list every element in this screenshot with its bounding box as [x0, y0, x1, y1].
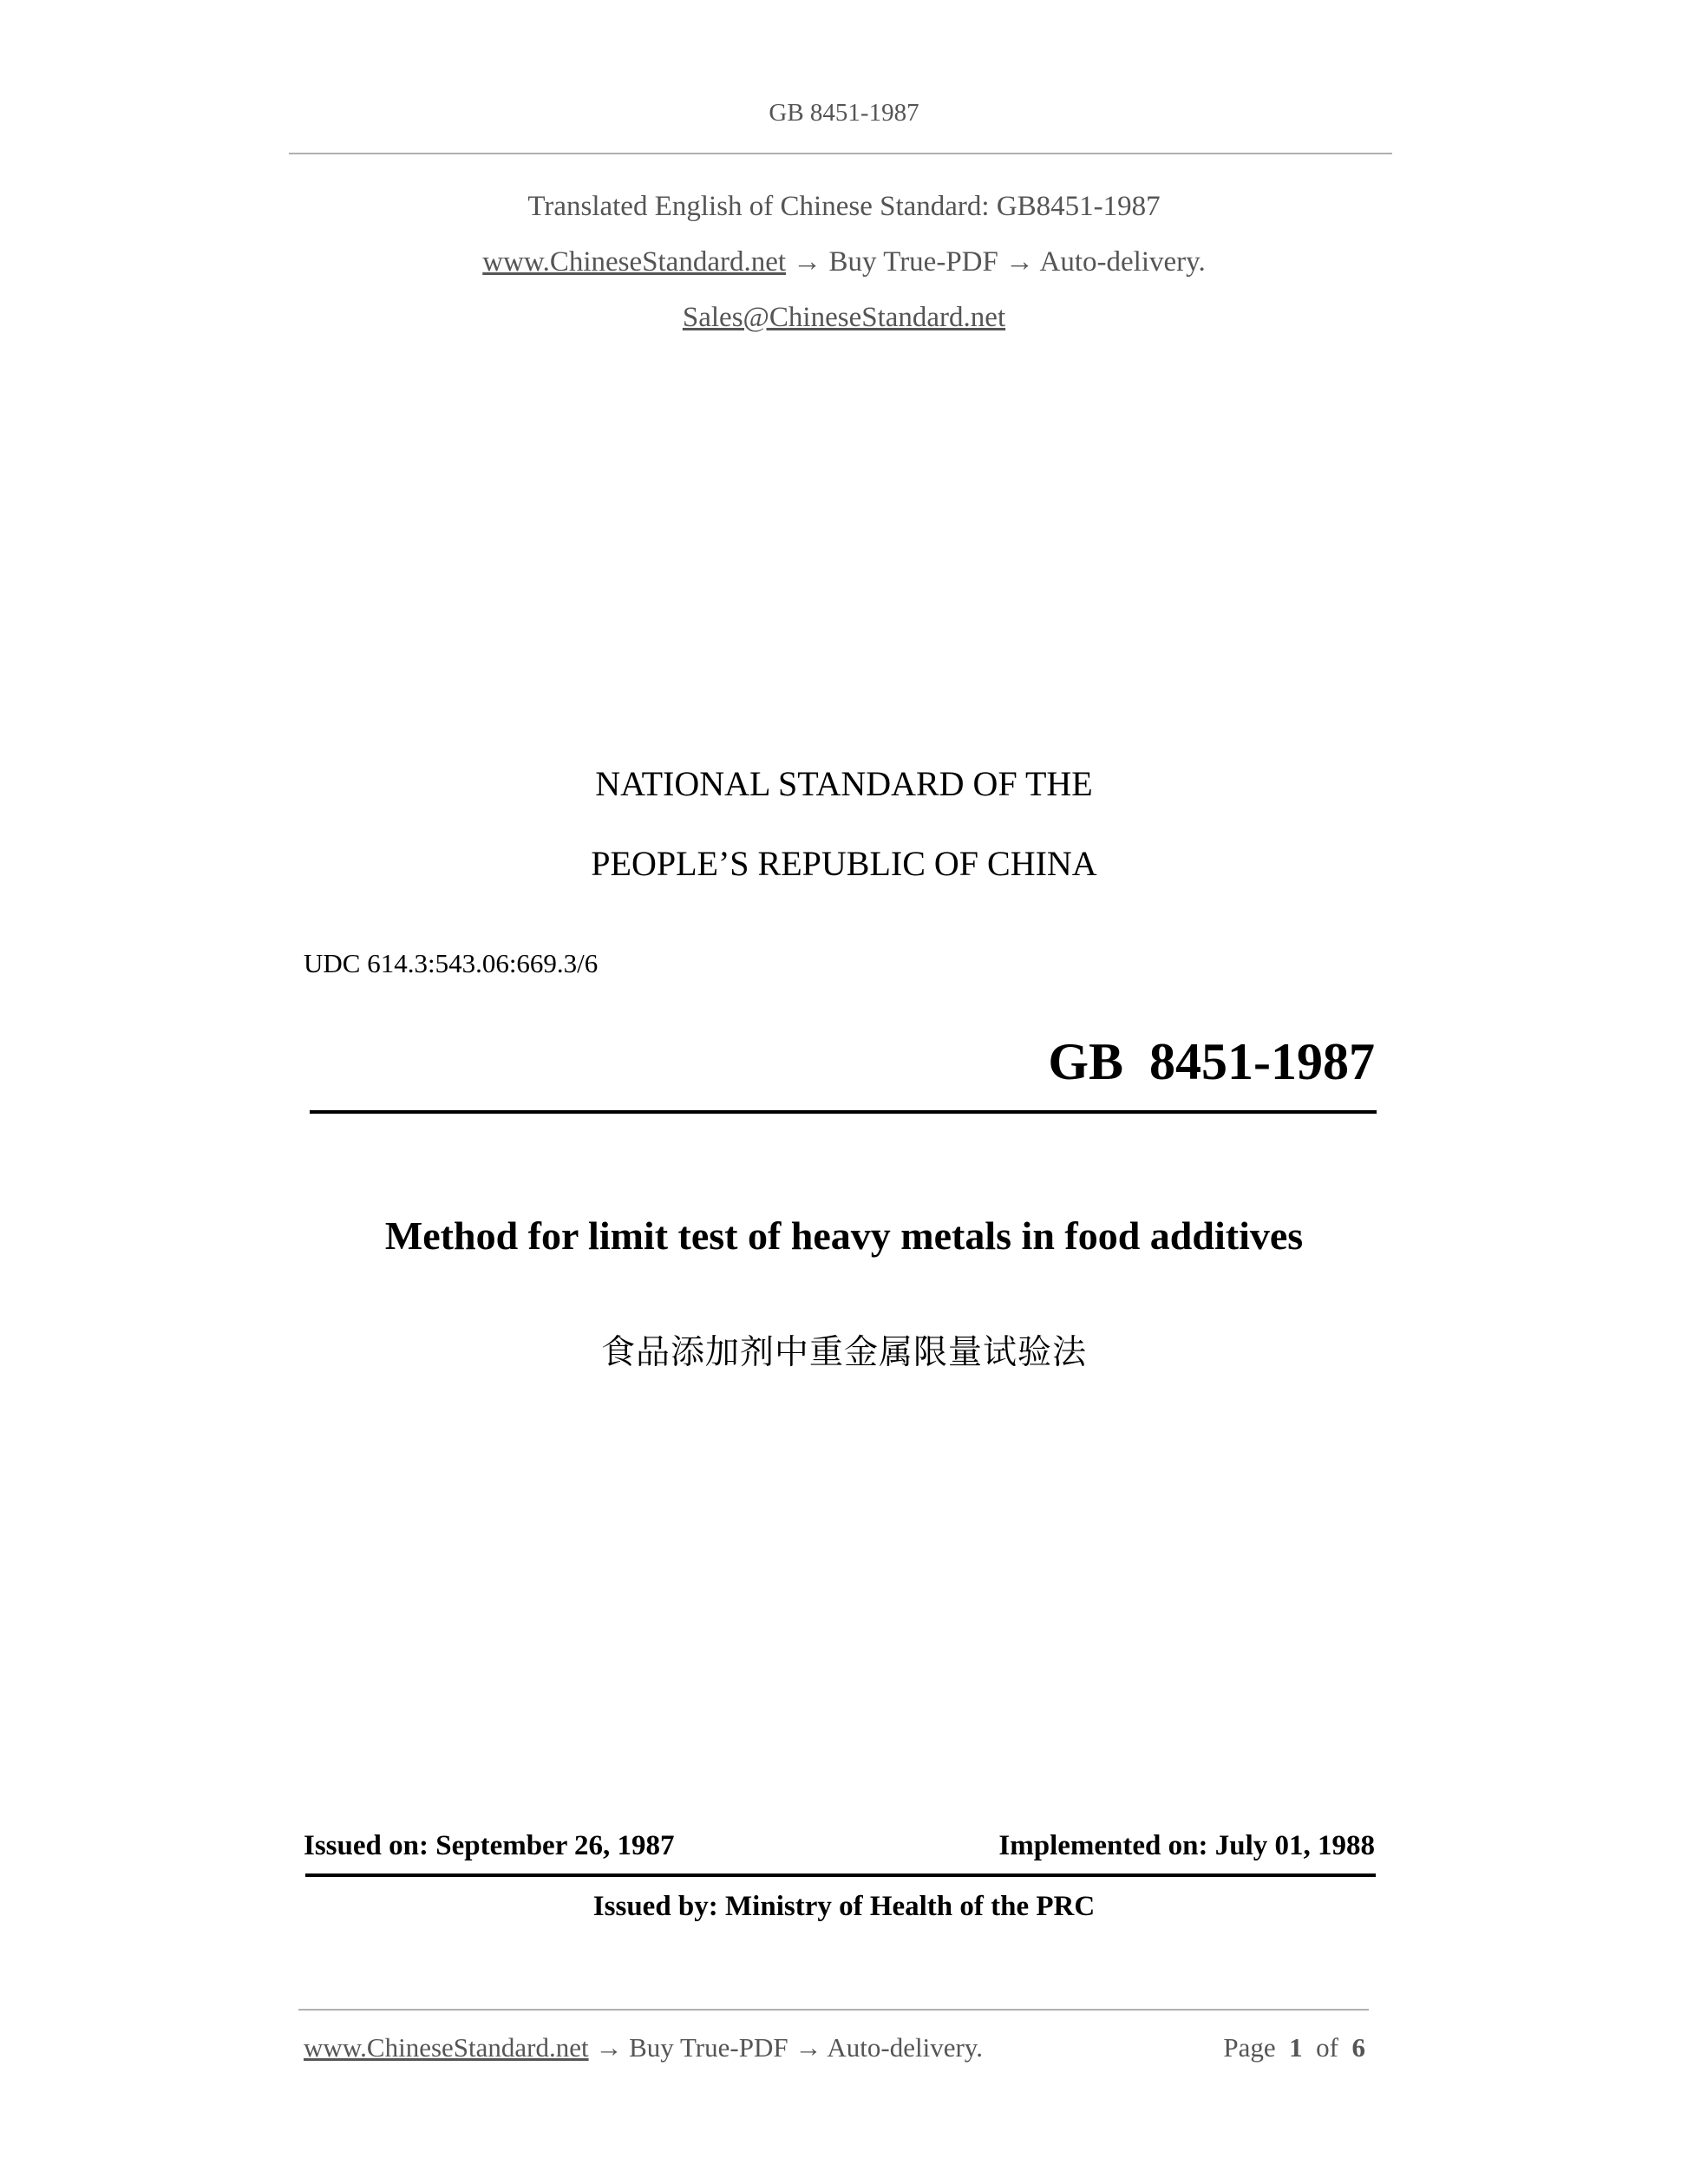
footer-promo — [304, 2032, 983, 2063]
page-total: 6 — [1351, 2032, 1365, 2063]
arrow-right-icon: → — [1005, 246, 1035, 278]
page-indicator — [1223, 2032, 1365, 2063]
footer-divider — [298, 2009, 1369, 2011]
header-divider — [289, 153, 1392, 154]
issue-divider — [305, 1873, 1376, 1877]
running-header: GB 8451-1987 — [769, 99, 919, 127]
arrow-right-icon: → — [793, 246, 822, 278]
arrow-right-icon: → — [595, 2032, 623, 2063]
title-english: Method for limit test of heavy metals in food additives — [384, 1213, 1304, 1258]
arrow-right-icon: → — [795, 2032, 822, 2063]
issued-by: Issued by: Ministry of Health of the PRC — [592, 1891, 1096, 1922]
footer-buy-text: Buy True-PDF — [629, 2032, 788, 2063]
sales-line — [0, 302, 1688, 334]
buy-text: Buy True-PDF — [828, 246, 998, 278]
issued-on-date: Issued on: September 26, 1987 — [304, 1830, 675, 1861]
title-chinese: 食品添加剂中重金属限量试验法 — [600, 1333, 1087, 1372]
translation-note: Translated English of Chinese Standard: GB8451-1987 — [527, 191, 1161, 222]
page-current: 1 — [1289, 2032, 1303, 2063]
national-standard-line1: NATIONAL STANDARD OF THE — [595, 764, 1093, 803]
footer-website-link[interactable]: www.ChineseStandard.net — [304, 2032, 589, 2063]
implemented-on-date: Implemented on: July 01, 1988 — [998, 1830, 1375, 1861]
footer-delivery-text: Auto-delivery. — [827, 2032, 984, 2063]
standard-number: GB 8451-1987 — [1048, 1033, 1375, 1090]
standard-number-divider — [310, 1110, 1377, 1114]
national-standard-line2: PEOPLE’S REPUBLIC OF CHINA — [591, 844, 1097, 883]
delivery-text: Auto-delivery. — [1039, 246, 1206, 278]
page-of-label: of — [1316, 2032, 1338, 2063]
sales-email-link[interactable]: Sales@ChineseStandard.net — [682, 302, 1006, 333]
website-link[interactable]: www.ChineseStandard.net — [482, 246, 787, 278]
promo-line — [0, 246, 1688, 278]
udc-code: UDC 614.3:543.06:669.3/6 — [304, 948, 599, 978]
page-label: Page — [1223, 2032, 1276, 2063]
